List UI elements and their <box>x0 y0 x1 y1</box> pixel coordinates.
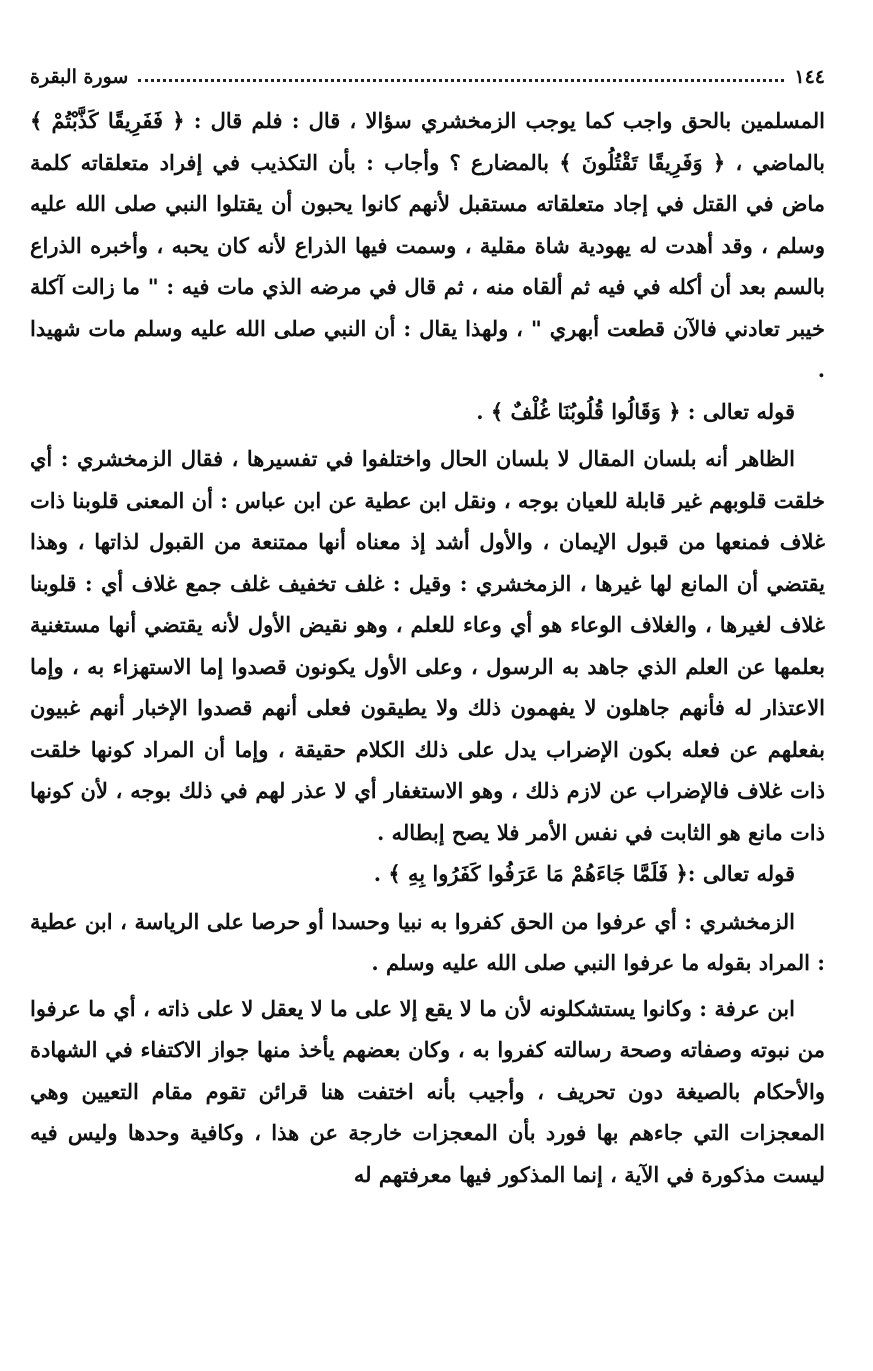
paragraph: الزمخشري : أي عرفوا من الحق كفروا به نبيا وحسدا أو حرصا على الرياسة ، ابن عطية : المراد بقوله ما عرفوا النبي صلى الله عليه وسلم . <box>30 908 825 975</box>
book-page <box>30 58 825 1359</box>
page-number: ١٤٤ <box>794 66 825 88</box>
running-header <box>30 58 825 88</box>
header-dotted-leader <box>138 79 784 82</box>
surah-name: سورة البقرة <box>30 66 129 88</box>
paragraph-continuation: المسلمين بالحق واجب كما يوجب الزمخشري سؤالا ، قال : فلم قال : ﴿ فَفَرِيقًا كَذَّبْتُمْ ﴾ بالماضي ، ﴿ وَفَرِيقًا تَقْتُلُونَ ﴾ بالمضارع ؟ وأجاب : بأن التكذيب في إفراد متعلقاته كلمة ماض في القتل في إجاد متعلقاته مستقبل لأنهم كانوا يحبون أن يقتلوا النبي صلى الله عليه وسلم ، وقد أهدت له يهودية شاة مقلية ، وسمت فيها الذراع لأنه كان يحبه ، وأخبره الذراع بالسم بعد أن أكله في فيه ثم ألقاه منه ، ثم قال في مرضه الذي مات فيه : " ما زالت آكلة خيبر تعادني فالآن قطعت أبهري " ، ولهذا يقال : أن النبي صلى الله عليه وسلم مات شهيدا . <box>30 108 825 382</box>
verse-heading: قوله تعالى :﴿ فَلَمَّا جَاءَهُمْ مَا عَرَفُوا كَفَرُوا بِهِ ﴾ . <box>373 861 795 886</box>
verse-heading: قوله تعالى : ﴿ وَقَالُوا قُلُوبُنَا غُلْفٌ ﴾ . <box>476 398 795 424</box>
page-body <box>30 100 825 1195</box>
paragraph: ابن عرفة : وكانوا يستشكلونه لأن ما لا يقع إلا على ما لا يعقل لا على ذاته ، أي ما عرفوا من نبوته وصفاته وصحة رسالته كفروا به ، وكان بعضهم يأخذ منها جواز الاكتفاء في الشهادة والأحكام بالصيغة دون تحريف ، وأجيب بأنه اختفت هنا قرائن تقوم مقام التعيين وهي المعجزات التي جاءهم بها فورد بأن المعجزات خارجة عن هذا ، وكافية وحدها وليس فيه ليست مذكورة في الآية ، إنما المذكور فيها معرفتهم له <box>30 995 825 1187</box>
paragraph: الظاهر أنه بلسان المقال لا بلسان الحال واختلفوا في تفسيرها ، فقال الزمخشري : أي خلقت قلوبهم غير قابلة للعيان بوجه ، ونقل ابن عطية عن ابن عباس : أن المعنى قلوبنا ذات غلاف فمنعها من قبول الإيمان ، والأول أشد إذ معناه أنها ممتنعة من القبول لذاتها ، وهذا يقتضي أن المانع لها غيرها ، الزمخشري : وقيل : غلف تخفيف غلف جمع غلاف أي : قلوبنا غلاف لغيرها ، والغلاف الوعاء هو أي وعاء للعلم ، وهو نقيض الأول لأنه يقتضي أنها مستغنية بعلمها عن العلم الذي جاهد به الرسول ، وعلى الأول يكونون قصدوا إما الاستهزاء به ، وإما الاعتذار له فأنهم جاهلون لا يفهمون ذلك ولا يطيقون فعلى أنهم قصدوا الإخبار أنهم غبيون بفعلهم عن فعله بكون الإضراب يدل على ذلك الكلام حقيقة ، وإما أن المراد كونها خلقت ذات غلاف فالإضراب عن لازم ذلك ، وهو الاستغفار أي لا عذر لهم في ذلك بوجه ، لأن كونها ذات مانع هو الثابت في نفس الأمر فلا يصح إبطاله . <box>30 446 825 845</box>
